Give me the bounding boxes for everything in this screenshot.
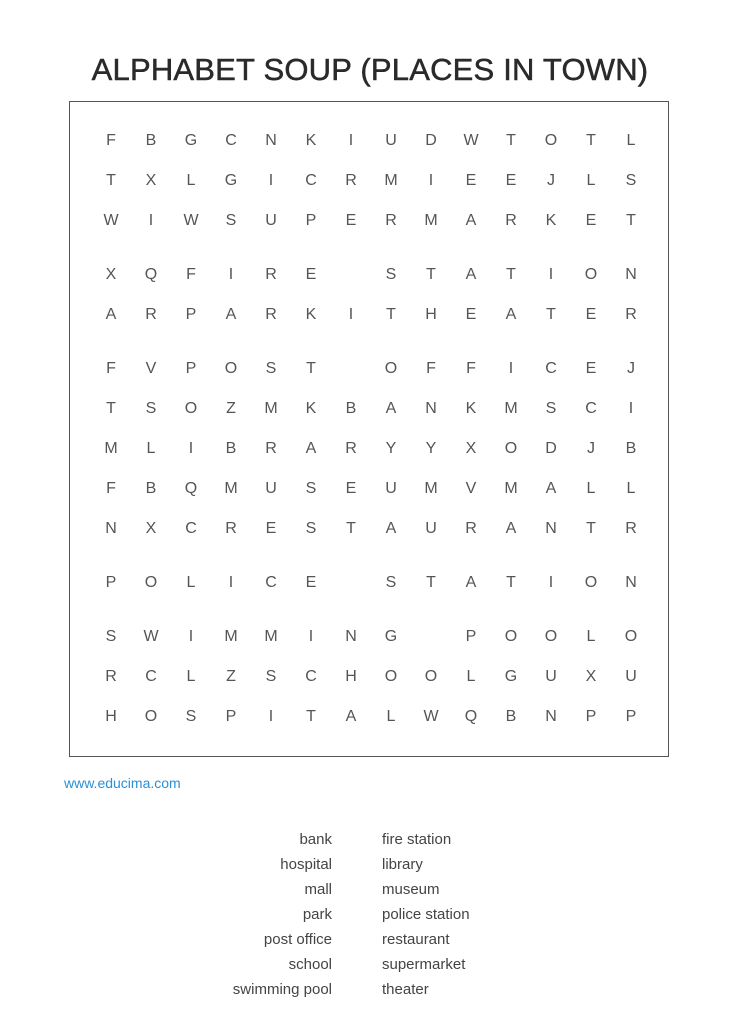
grid-letter: A [465, 574, 477, 591]
grid-letter: J [547, 172, 555, 189]
grid-letter: L [386, 708, 396, 725]
grid-letter: S [305, 520, 317, 537]
grid-letter: M [224, 480, 238, 497]
grid-letter: T [506, 266, 516, 283]
grid-letter: E [465, 306, 477, 323]
word-list-item: police station [382, 906, 470, 923]
grid-letter: O [544, 628, 558, 645]
grid-letter: L [586, 480, 596, 497]
grid-letter: L [626, 132, 636, 149]
grid-letter: A [105, 306, 117, 323]
grid-letter: I [268, 708, 274, 725]
grid-letter: A [505, 306, 517, 323]
grid-letter: C [305, 172, 317, 189]
grid-letter: A [505, 520, 517, 537]
grid-letter: G [184, 132, 198, 149]
grid-letter: O [544, 132, 558, 149]
grid-letter: P [625, 708, 637, 725]
grid-letter: L [586, 172, 596, 189]
grid-letter: C [585, 400, 597, 417]
grid-letter: J [587, 440, 595, 457]
grid-letter: V [145, 360, 157, 377]
grid-letter: B [345, 400, 357, 417]
grid-letter: E [585, 212, 597, 229]
grid-letter: F [426, 360, 436, 377]
grid-letter: O [584, 266, 598, 283]
grid-row [70, 397, 668, 421]
grid-letter: A [305, 440, 317, 457]
grid-row [70, 357, 668, 381]
grid-letter: P [225, 708, 237, 725]
grid-letter: A [465, 266, 477, 283]
grid-letter: Q [184, 480, 198, 497]
grid-row [70, 437, 668, 461]
grid-letter: S [145, 400, 157, 417]
grid-letter: T [506, 574, 516, 591]
grid-letter: W [103, 212, 119, 229]
grid-row [70, 477, 668, 501]
grid-letter: J [627, 360, 635, 377]
grid-letter: T [506, 132, 516, 149]
grid-letter: N [345, 628, 357, 645]
grid-letter: U [385, 480, 397, 497]
grid-row [70, 129, 668, 153]
grid-letter: S [385, 574, 397, 591]
grid-letter: U [625, 668, 637, 685]
grid-letter: W [183, 212, 199, 229]
grid-letter: W [143, 628, 159, 645]
grid-letter: K [545, 212, 557, 229]
grid-letter: T [426, 266, 436, 283]
grid-letter: B [625, 440, 637, 457]
grid-letter: V [465, 480, 477, 497]
grid-letter: N [265, 132, 277, 149]
grid-letter: I [348, 306, 354, 323]
grid-letter: M [224, 628, 238, 645]
grid-row [70, 303, 668, 327]
grid-letter: P [185, 360, 197, 377]
grid-letter: R [625, 306, 637, 323]
grid-letter: I [268, 172, 274, 189]
grid-letter: N [425, 400, 437, 417]
grid-letter: Z [226, 400, 236, 417]
grid-letter: A [345, 708, 357, 725]
word-list-item: school [288, 956, 332, 973]
website-link[interactable]: www.educima.com [64, 775, 181, 791]
grid-letter: M [504, 400, 518, 417]
grid-letter: F [106, 132, 116, 149]
word-list-item: post office [263, 931, 332, 948]
grid-letter: M [424, 212, 438, 229]
grid-letter: S [185, 708, 197, 725]
word-list-item: museum [382, 881, 440, 898]
grid-letter: T [586, 132, 596, 149]
grid-letter: G [224, 172, 238, 189]
page-title: ALPHABET SOUP (PLACES IN TOWN) [91, 52, 649, 87]
grid-letter: T [306, 360, 316, 377]
grid-letter: S [225, 212, 237, 229]
grid-letter: R [265, 266, 277, 283]
grid-letter: U [425, 520, 437, 537]
grid-letter: N [625, 574, 637, 591]
grid-row [70, 705, 668, 729]
word-list-item: theater [382, 981, 429, 998]
grid-letter: U [265, 212, 277, 229]
grid-letter: O [424, 668, 438, 685]
grid-row [70, 625, 668, 649]
grid-letter: H [345, 668, 357, 685]
grid-letter: C [305, 668, 317, 685]
grid-letter: E [345, 212, 357, 229]
grid-letter: O [504, 628, 518, 645]
grid-letter: D [425, 132, 437, 149]
word-list-item: supermarket [382, 956, 466, 973]
grid-letter: X [105, 266, 117, 283]
word-list-item: mall [304, 881, 332, 898]
grid-letter: I [308, 628, 314, 645]
grid-letter: U [265, 480, 277, 497]
grid-letter: A [465, 212, 477, 229]
grid-letter: M [504, 480, 518, 497]
grid-letter: O [584, 574, 598, 591]
word-list-item: swimming pool [232, 981, 332, 998]
grid-letter: L [586, 628, 596, 645]
grid-letter: A [385, 520, 397, 537]
grid-letter: F [106, 360, 116, 377]
grid-letter: D [545, 440, 557, 457]
grid-letter: O [384, 668, 398, 685]
grid-letter: R [465, 520, 477, 537]
grid-letter: E [465, 172, 477, 189]
word-list-item: hospital [280, 856, 332, 873]
grid-letter: B [225, 440, 237, 457]
grid-letter: S [545, 400, 557, 417]
grid-letter: X [145, 172, 157, 189]
grid-letter: L [186, 172, 196, 189]
grid-letter: R [345, 440, 357, 457]
grid-letter: R [105, 668, 117, 685]
grid-letter: R [265, 306, 277, 323]
grid-letter: E [505, 172, 517, 189]
grid-letter: R [225, 520, 237, 537]
grid-letter: O [624, 628, 638, 645]
grid-letter: X [145, 520, 157, 537]
grid-letter: L [186, 668, 196, 685]
grid-letter: S [625, 172, 637, 189]
grid-row [70, 169, 668, 193]
grid-letter: A [385, 400, 397, 417]
grid-letter: N [625, 266, 637, 283]
grid-letter: R [145, 306, 157, 323]
grid-letter [331, 263, 371, 287]
grid-letter: I [188, 628, 194, 645]
grid-letter: L [466, 668, 476, 685]
grid-letter: M [104, 440, 118, 457]
grid-letter: P [105, 574, 117, 591]
grid-letter: G [504, 668, 518, 685]
grid-letter: T [106, 172, 116, 189]
grid-letter: I [508, 360, 514, 377]
grid-letter: P [585, 708, 597, 725]
grid-letter: Y [425, 440, 437, 457]
grid-letter: F [466, 360, 476, 377]
grid-letter: P [305, 212, 317, 229]
grid-letter: M [424, 480, 438, 497]
grid-letter: R [625, 520, 637, 537]
grid-row [70, 571, 668, 595]
grid-letter: P [185, 306, 197, 323]
grid-letter: C [225, 132, 237, 149]
grid-letter: S [265, 668, 277, 685]
grid-letter: I [348, 132, 354, 149]
grid-letter: E [585, 360, 597, 377]
grid-row [70, 209, 668, 233]
grid-letter: A [545, 480, 557, 497]
grid-letter: E [345, 480, 357, 497]
grid-letter: T [346, 520, 356, 537]
grid-letter: L [626, 480, 636, 497]
grid-letter: Y [385, 440, 397, 457]
grid-letter: F [186, 266, 196, 283]
grid-letter: E [585, 306, 597, 323]
grid-letter: I [548, 574, 554, 591]
word-list-item: park [302, 906, 332, 923]
grid-letter: O [504, 440, 518, 457]
grid-letter: T [626, 212, 636, 229]
grid-letter: U [385, 132, 397, 149]
grid-letter: I [228, 574, 234, 591]
grid-letter: X [585, 668, 597, 685]
grid-letter: B [145, 480, 157, 497]
grid-row [70, 517, 668, 541]
grid-letter: Z [226, 668, 236, 685]
grid-letter: H [105, 708, 117, 725]
grid-letter: B [145, 132, 157, 149]
word-list-item: fire station [382, 831, 452, 848]
grid-letter: Q [464, 708, 478, 725]
grid-letter: I [548, 266, 554, 283]
grid-letter [331, 571, 371, 595]
grid-letter: K [305, 132, 317, 149]
grid-letter: I [228, 266, 234, 283]
grid-letter: F [106, 480, 116, 497]
grid-letter: K [465, 400, 477, 417]
grid-letter: I [188, 440, 194, 457]
word-list-item: bank [299, 831, 332, 848]
grid-letter: A [225, 306, 237, 323]
grid-letter: O [384, 360, 398, 377]
grid-letter: C [545, 360, 557, 377]
grid-letter: E [305, 266, 317, 283]
grid-letter: T [426, 574, 436, 591]
grid-letter: S [105, 628, 117, 645]
grid-letter: G [384, 628, 398, 645]
word-list-right [382, 830, 470, 1005]
grid-letter: T [546, 306, 556, 323]
grid-letter: W [423, 708, 439, 725]
grid-letter: O [144, 574, 158, 591]
grid-letter: X [465, 440, 477, 457]
grid-letter: R [265, 440, 277, 457]
grid-letter: L [146, 440, 156, 457]
grid-letter [331, 357, 371, 381]
grid-letter: S [265, 360, 277, 377]
word-search-grid [69, 101, 669, 757]
grid-row [70, 263, 668, 287]
word-list-item: library [382, 856, 423, 873]
grid-letter: P [465, 628, 477, 645]
grid-letter: T [106, 400, 116, 417]
grid-letter: C [265, 574, 277, 591]
grid-letter: E [305, 574, 317, 591]
grid-letter: M [264, 628, 278, 645]
grid-letter: O [224, 360, 238, 377]
grid-letter: S [305, 480, 317, 497]
word-list-left [233, 830, 332, 1005]
grid-letter: L [186, 574, 196, 591]
grid-letter: N [545, 708, 557, 725]
grid-letter: E [265, 520, 277, 537]
grid-letter: C [145, 668, 157, 685]
grid-letter: O [184, 400, 198, 417]
grid-letter: T [386, 306, 396, 323]
grid-letter: M [264, 400, 278, 417]
grid-letter [411, 625, 451, 649]
grid-letter: K [305, 400, 317, 417]
grid-letter: S [385, 266, 397, 283]
grid-letter: K [305, 306, 317, 323]
grid-letter: N [545, 520, 557, 537]
grid-letter: U [545, 668, 557, 685]
grid-letter: W [463, 132, 479, 149]
grid-letter: N [105, 520, 117, 537]
word-list-item: restaurant [382, 931, 450, 948]
grid-letter: R [345, 172, 357, 189]
grid-letter: O [144, 708, 158, 725]
grid-letter: C [185, 520, 197, 537]
grid-letter: I [148, 212, 154, 229]
grid-letter: B [505, 708, 517, 725]
grid-letter: R [385, 212, 397, 229]
grid-row [70, 665, 668, 689]
grid-letter: T [306, 708, 316, 725]
grid-letter: R [505, 212, 517, 229]
grid-letter: Q [144, 266, 158, 283]
grid-letter: T [586, 520, 596, 537]
grid-letter: M [384, 172, 398, 189]
grid-letter: H [425, 306, 437, 323]
grid-letter: I [628, 400, 634, 417]
grid-letter: I [428, 172, 434, 189]
